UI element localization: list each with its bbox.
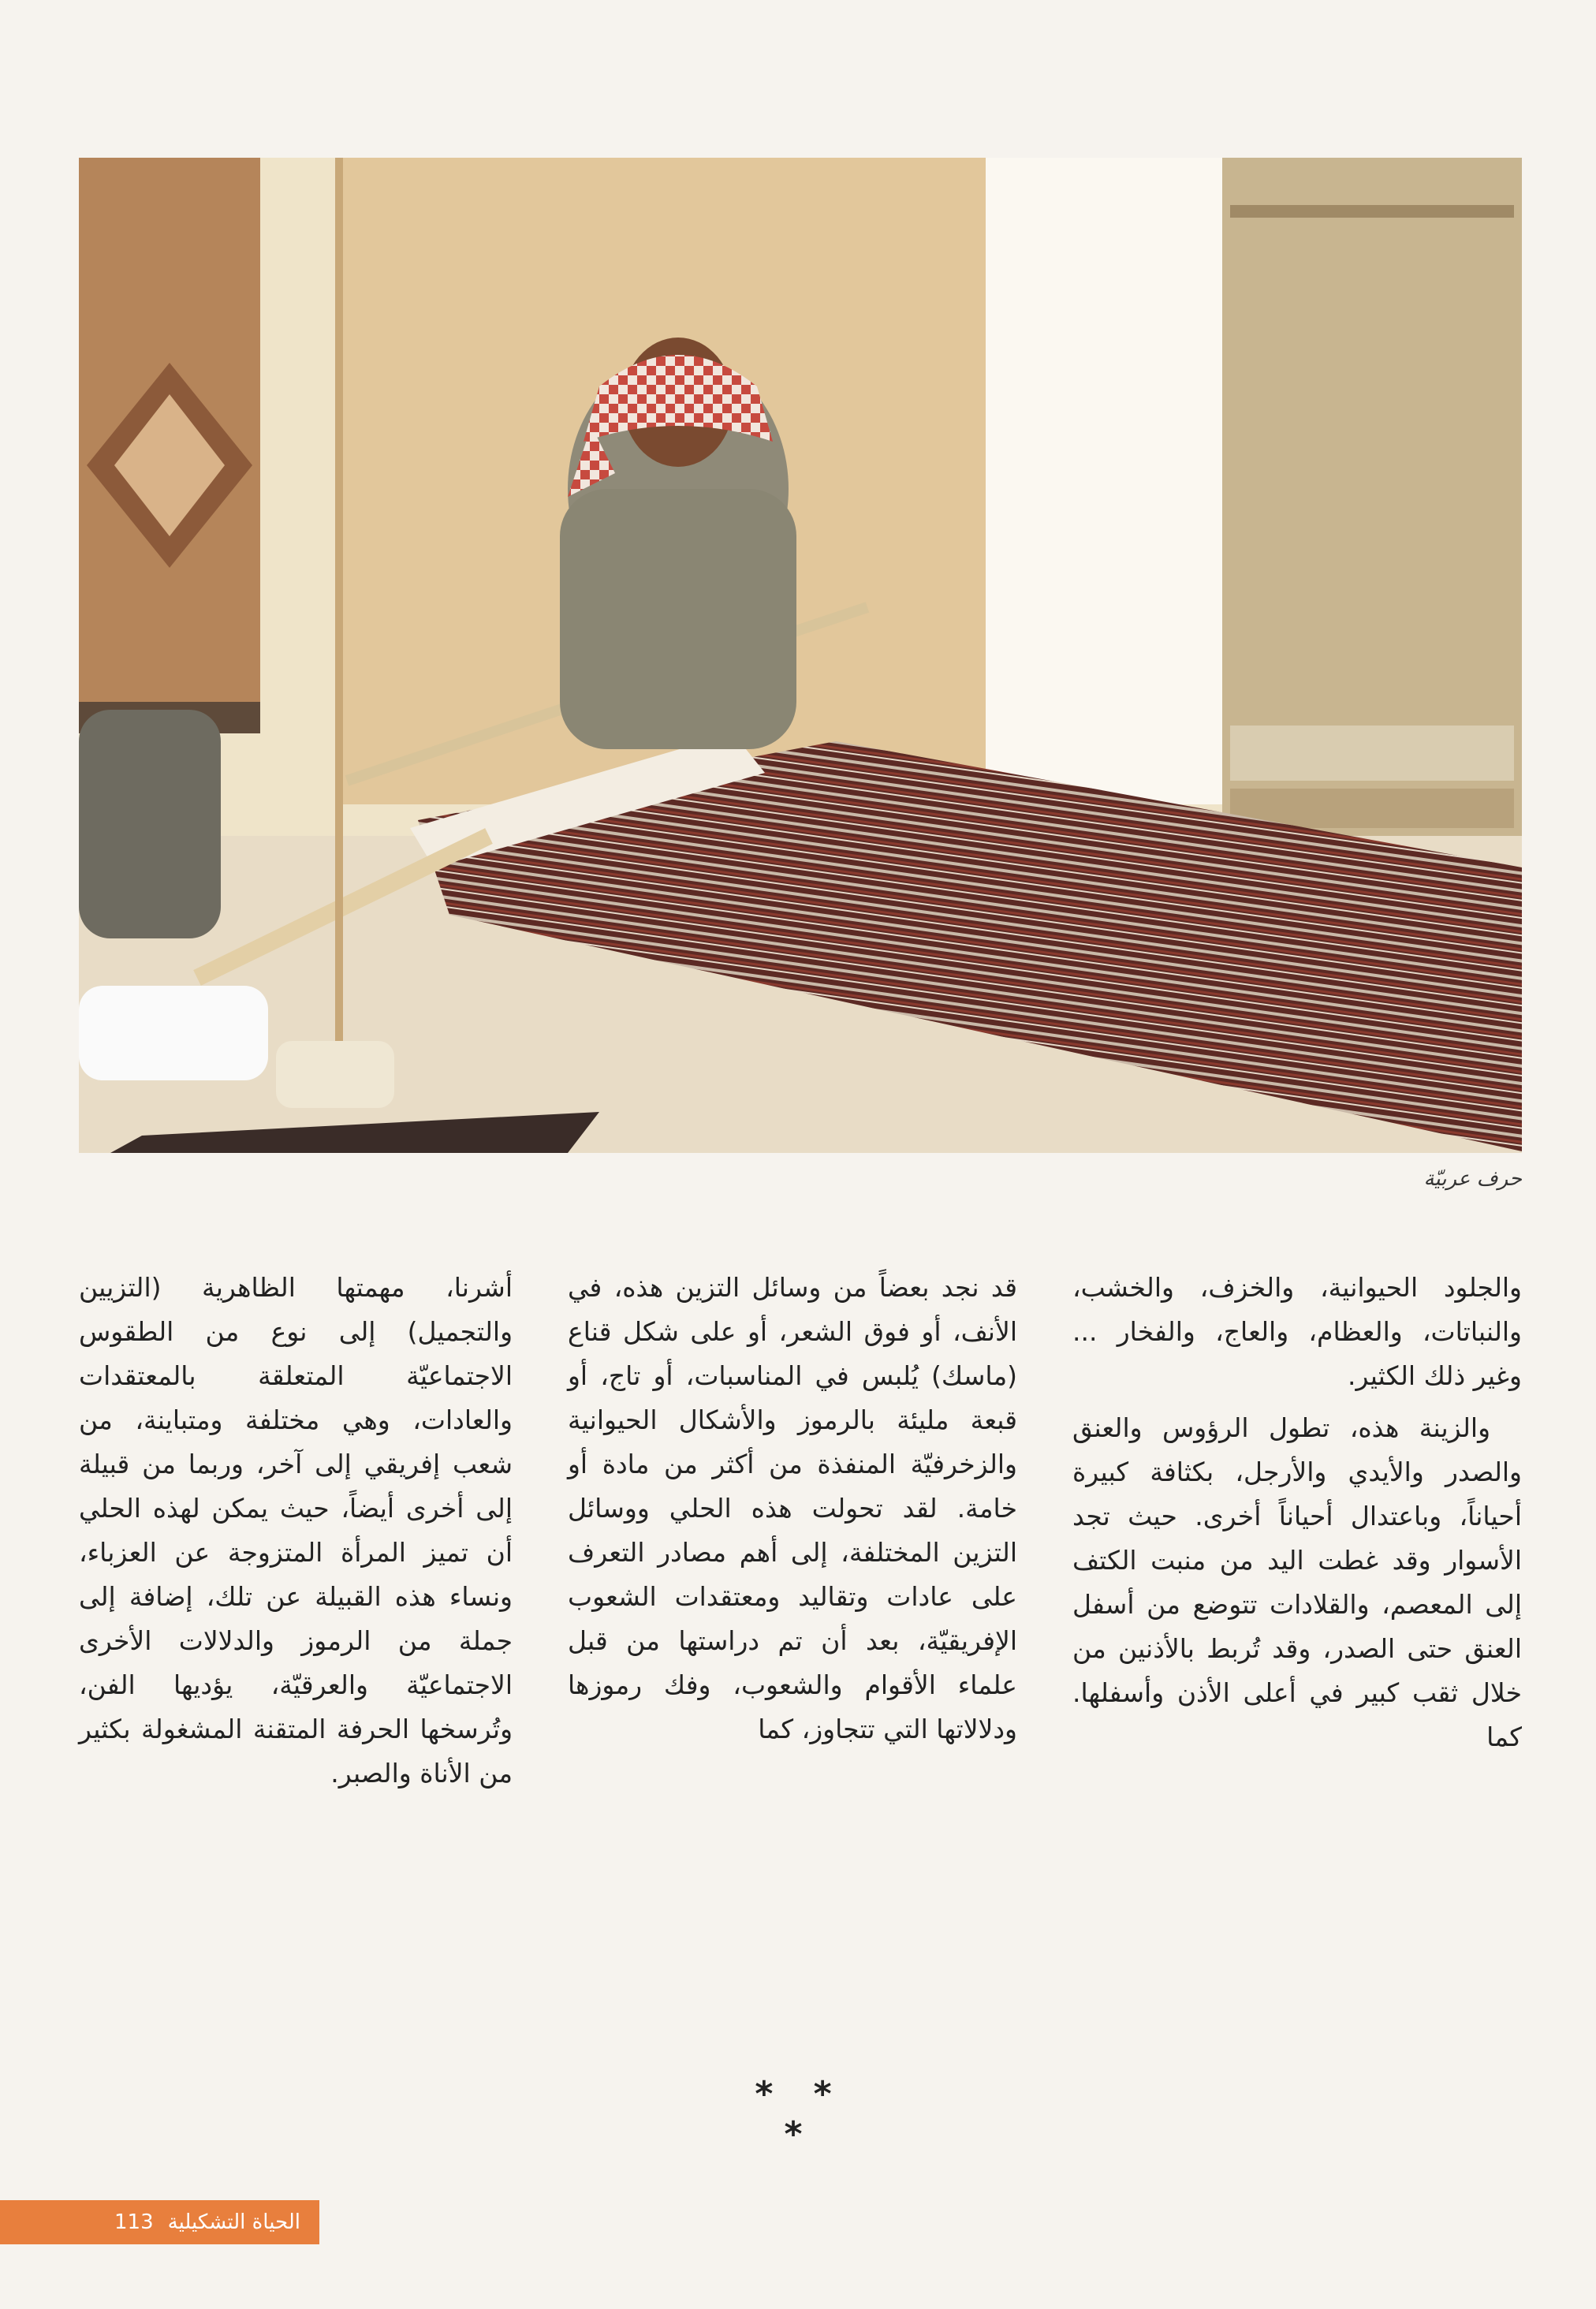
paragraph: أشرنا، مهمتها الظاهرية (التزيين والتجميل) إلى نوع من الطقوس الاجتماعيّة المتعلقة بالمعتقدات والعادات، وهي مختلفة ومتباينة، من شعب إفريقي إلى آخر، وربما من قبيلة إلى أخرى أيضاً، حيث يمكن لهذه الحلي أن تميز المرأة المتزوجة عن العزباء، ونساء هذه القبيلة عن تلك، إضافة إلى جملة من الرموز والدلالات الأخرى الاجتماعيّة والعرقيّة، يؤديها الفن، وتُرسخها الحرفة المتقنة المشغولة بكثير من الأناة والصبر. [79, 1272, 513, 1789]
photo-illustration [79, 158, 1522, 1153]
photo-caption: حرف عربيّة [1423, 1167, 1522, 1191]
loom-weaving-photo [79, 158, 1522, 1153]
paragraph: قد نجد بعضاً من وسائل التزين هذه، في الأنف، أو فوق الشعر، أو على شكل قناع (ماسك) يُلبس في المناسبات، أو تاج، أو قبعة مليئة بالرموز والأشكال الحيوانية والزخرفيّة المنفذة من أكثر من مادة أو خامة. لقد تحولت هذه الحلي ووسائل التزين المختلفة، إلى أهم مصادر التعرف على عادات وتقاليد ومعتقدات الشعوب الإفريقيّة، بعد أن تم دراستها من قبل علماء الأقوام والشعوب، وفك رموزها ودلالاتها التي تتجاوز، كما [568, 1272, 1017, 1744]
footer-bar [0, 2200, 319, 2244]
magazine-name: الحياة التشكيلية [167, 2210, 300, 2234]
text-column-left [79, 1266, 513, 1804]
page-number: 113 [114, 2210, 154, 2234]
text-column-middle [568, 1266, 1017, 1759]
section-separator: * * * [755, 2074, 846, 2154]
text-column-right [1072, 1266, 1522, 1767]
paragraph: والجلود الحيوانية، والخزف، والخشب، والنباتات، والعظام، والعاج، والفخار ... وغير ذلك الكثير. [1072, 1272, 1522, 1391]
paragraph: والزينة هذه، تطول الرؤوس والعنق والصدر والأيدي والأرجل، بكثافة كبيرة أحياناً، وباعتدال أحياناً أخرى. حيث تجد الأسوار وقد غطت اليد من منبت الكتف إلى المعصم، والقلادات تتوضع من أسفل العنق حتى الصدر، وقد تُربط بالأذنين من خلال ثقب كبير في أعلى الأذن وأسفلها. كما [1072, 1412, 1522, 1752]
